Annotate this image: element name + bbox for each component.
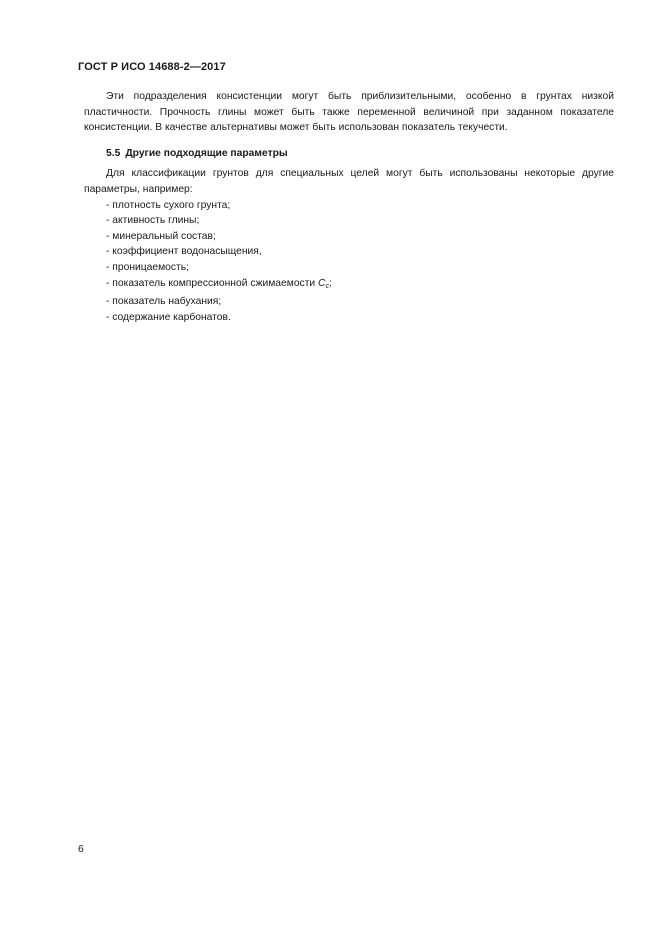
paragraph-consistency: Эти подразделения консистенции могут быть приблизительными, особенно в грунтах низкой пластичности. Прочность глины может быть также переменной величиной при заданном показателе консистенции. В качестве альтернативы может быть использован показатель текучести. — [84, 91, 614, 134]
list-item: - показатель компрессионной сжимаемости $C_c$; — [106, 277, 332, 290]
parameter-list — [84, 198, 614, 326]
list-item: - показатель набухания; — [106, 296, 222, 308]
page-number: 6 — [78, 844, 84, 855]
paragraph-parameters: Для классификации грунтов для специальных целей могут быть использованы некоторые другие параметры, например: — [84, 168, 614, 195]
list-item: - активность глины; — [106, 215, 200, 227]
section-title: Другие подходящие параметры — [125, 147, 288, 159]
list-item: - коэффициент водонасыщения, — [106, 246, 262, 258]
section-heading — [84, 146, 614, 162]
list-item: - содержание карбонатов. — [106, 311, 231, 323]
section-number: 5.5 — [106, 147, 121, 159]
list-item: - плотность сухого грунта; — [106, 199, 231, 211]
list-item-text: - показатель компрессионной сжимаемости — [106, 277, 319, 289]
document-header: ГОСТ Р ИСО 14688-2—2017 — [78, 61, 226, 73]
list-item: - минеральный состав; — [106, 230, 216, 242]
compression-symbol: $C_c$ — [318, 277, 329, 290]
document-body — [84, 89, 614, 325]
list-item: - проницаемость; — [106, 261, 190, 273]
